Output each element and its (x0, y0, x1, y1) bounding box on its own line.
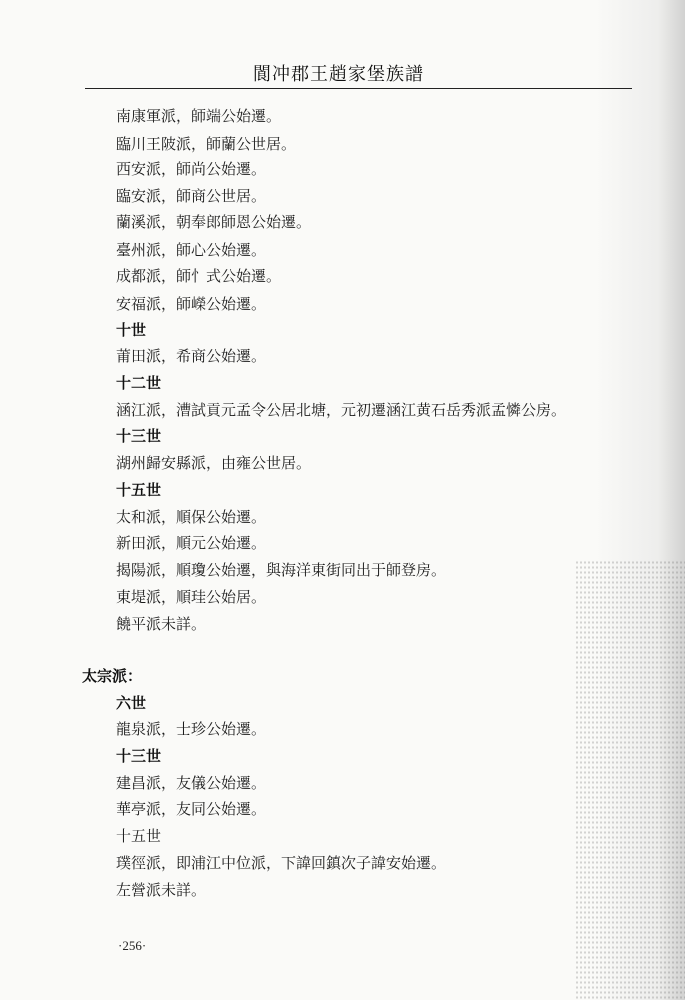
header-title: 閬冲郡王趙家堡族譜 (253, 64, 424, 85)
entry-line: 東堤派，順珪公始居。 (116, 588, 267, 606)
entry-line: 南康軍派，師端公始遷。 (116, 107, 282, 125)
generation-heading: 十三世 (116, 747, 162, 765)
generation-heading: 十三世 (116, 427, 162, 445)
scan-speckle (575, 560, 685, 1000)
entry-line: 璞徑派，即浦江中位派，下諱回鎮次子諱安始遷。 (116, 854, 447, 872)
running-header (85, 58, 632, 89)
entry-line: 莆田派，希商公始遷。 (116, 347, 267, 365)
entry-line: 十五世 (116, 827, 162, 845)
entry-line: 太和派，順保公始遷。 (116, 508, 267, 526)
entry-line: 左營派未詳。 (116, 881, 207, 899)
generation-heading: 十五世 (116, 481, 162, 499)
page-number: ·256· (118, 938, 147, 953)
entry-line: 涵江派，漕試貢元孟令公居北塘，元初遷涵江黄石岳秀派孟憐公房。 (116, 401, 567, 419)
entry-line: 臨安派，師商公世居。 (116, 187, 267, 205)
generation-heading: 六世 (116, 694, 147, 712)
section-title: 太宗派： (82, 667, 143, 685)
entry-line: 揭陽派，順瓊公始遷，與海洋東街同出于師登房。 (116, 561, 447, 579)
entry-line: 建昌派，友儀公始遷。 (116, 774, 267, 792)
entry-line: 蘭溪派，朝奉郎師恩公始遷。 (116, 213, 312, 231)
generation-heading: 十世 (116, 321, 147, 339)
entry-line: 華亭派，友同公始遷。 (116, 800, 267, 818)
entry-line: 饒平派未詳。 (116, 615, 207, 633)
entry-line: 龍泉派，士珍公始遷。 (116, 720, 267, 738)
entry-line: 西安派，師尚公始遷。 (116, 160, 267, 178)
entry-line: 成都派，師忄式公始遷。 (116, 267, 282, 285)
entry-line: 新田派，順元公始遷。 (116, 534, 267, 552)
entry-line: 臺州派，師心公始遷。 (116, 241, 267, 259)
entry-line: 安福派，師嶸公始遷。 (116, 295, 267, 313)
entry-line: 湖州歸安縣派，由雍公世居。 (116, 454, 312, 472)
entry-line: 臨川王陂派，師蘭公世居。 (116, 135, 297, 153)
generation-heading: 十二世 (116, 374, 162, 392)
